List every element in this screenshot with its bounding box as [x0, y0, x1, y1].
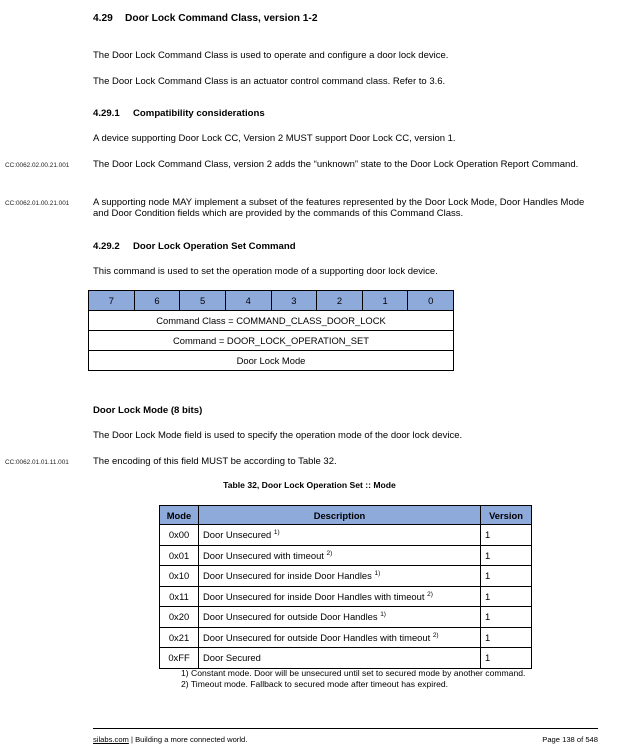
table-caption: Table 32, Door Lock Operation Set :: Mode	[223, 480, 396, 490]
footnote-ref: 2)	[427, 590, 433, 598]
description-cell	[199, 586, 481, 607]
description-text: Door Unsecured	[203, 529, 272, 541]
mode-cell: 0x10	[160, 566, 199, 587]
compat-paragraph-3: A supporting node MAY implement a subset of the features represented by the Door Lock Mode, Door Handles Mode and Door Condition fields which are provided by the commands of this Command Class.	[93, 197, 585, 220]
mode-field-paragraph-2: The encoding of this field MUST be according to Table 32.	[93, 456, 337, 467]
bit-cell: 7	[89, 291, 135, 311]
version-cell: 1	[481, 586, 532, 607]
description-cell	[199, 545, 481, 566]
description-cell	[199, 525, 481, 546]
compat-paragraph-1: A device supporting Door Lock CC, Version 2 MUST support Door Lock CC, version 1.	[93, 133, 456, 144]
bit-cell: 4	[225, 291, 271, 311]
requirement-tag: CC:0062.01.00.21.001	[5, 200, 70, 207]
mode-field-paragraph-1: The Door Lock Mode field is used to specify the operation mode of the door lock device.	[93, 430, 463, 441]
bit-cell: 2	[317, 291, 363, 311]
command-format-table	[88, 290, 454, 371]
section-heading	[93, 13, 317, 24]
description-text: Door Unsecured with timeout	[203, 549, 324, 561]
page-number: Page 138 of 548	[542, 735, 598, 744]
compat-heading	[93, 108, 265, 119]
version-cell: 1	[481, 607, 532, 628]
footnote-ref: 1)	[374, 570, 381, 578]
footer-left	[93, 735, 247, 744]
bit-cell: 6	[134, 291, 180, 311]
table-note: 2) Timeout mode. Fallback to secured mode after timeout has expired.	[181, 678, 449, 689]
description-text: Door Unsecured for inside Door Handles with timeout	[203, 590, 425, 602]
column-header-mode: Mode	[160, 506, 199, 525]
section-title: Door Lock Command Class, version 1-2	[125, 13, 318, 24]
intro-paragraph-2: The Door Lock Command Class is an actuator control command class. Refer to 3.6.	[93, 76, 446, 87]
description-cell	[199, 566, 481, 587]
table-row	[160, 607, 532, 628]
table-row	[160, 545, 532, 566]
description-text: Door Unsecured for outside Door Handles with timeout	[203, 631, 431, 643]
footnote-ref: 2)	[432, 631, 439, 639]
table-row	[160, 525, 532, 546]
table-row	[160, 648, 532, 669]
opset-heading	[93, 241, 296, 252]
version-cell: 1	[481, 627, 532, 648]
mode-cell: 0x01	[160, 545, 199, 566]
requirement-tag: CC:0062.02.00.21.001	[5, 162, 70, 169]
description-text: Door Unsecured for inside Door Handles	[203, 570, 372, 582]
bit-cell: 3	[271, 291, 317, 311]
mode-field-heading: Door Lock Mode (8 bits)	[93, 405, 203, 416]
mode-cell: 0x21	[160, 627, 199, 648]
bit-cell: 0	[408, 291, 454, 311]
compat-title: Compatibility considerations	[133, 108, 265, 119]
format-row	[89, 311, 454, 331]
description-text: Door Unsecured for outside Door Handles	[203, 611, 378, 623]
footer-divider	[93, 728, 598, 729]
table-note: 1) Constant mode. Door will be unsecured until set to secured mode by another command.	[181, 668, 526, 678]
format-row-cell: Command Class = COMMAND_CLASS_DOOR_LOCK	[89, 311, 454, 331]
version-cell: 1	[481, 648, 532, 669]
description-cell	[199, 607, 481, 628]
table-row	[160, 627, 532, 648]
footer-tagline: | Building a more connected world.	[128, 735, 248, 744]
bit-cell: 5	[180, 291, 226, 311]
description-cell	[199, 627, 481, 648]
mode-table-header-row	[160, 506, 532, 525]
requirement-tag: CC:0062.01.01.11.001	[5, 459, 69, 466]
description-text: Door Secured	[203, 652, 261, 664]
mode-cell: 0x00	[160, 525, 199, 546]
version-cell: 1	[481, 566, 532, 587]
version-cell: 1	[481, 545, 532, 566]
format-row	[89, 351, 454, 371]
opset-number: 4.29.2	[93, 241, 120, 252]
intro-paragraph-1: The Door Lock Command Class is used to operate and configure a door lock device.	[93, 50, 449, 61]
column-header-version: Version	[481, 506, 532, 525]
table-row	[160, 566, 532, 587]
table-row	[160, 586, 532, 607]
format-row	[89, 331, 454, 351]
opset-paragraph: This command is used to set the operation mode of a supporting door lock device.	[93, 266, 438, 277]
version-cell: 1	[481, 525, 532, 546]
section-number: 4.29	[93, 13, 113, 24]
column-header-description: Description	[199, 506, 481, 525]
format-row-cell: Command = DOOR_LOCK_OPERATION_SET	[89, 331, 454, 351]
format-row-cell: Door Lock Mode	[89, 351, 454, 371]
mode-cell: 0x11	[160, 586, 199, 607]
mode-cell: 0xFF	[160, 648, 199, 669]
footnote-ref: 1)	[273, 529, 280, 537]
footer-link[interactable]: silabs.com	[93, 735, 129, 744]
mode-table	[159, 505, 532, 669]
footnote-ref: 1)	[380, 611, 386, 619]
footnote-ref: 2)	[326, 549, 333, 557]
description-cell	[199, 648, 481, 669]
opset-title: Door Lock Operation Set Command	[133, 241, 296, 252]
mode-cell: 0x20	[160, 607, 199, 628]
table-notes	[181, 668, 525, 689]
compat-number: 4.29.1	[93, 108, 120, 119]
bit-cell: 1	[362, 291, 408, 311]
bit-header-row	[89, 291, 454, 311]
compat-paragraph-2: The Door Lock Command Class, version 2 adds the “unknown” state to the Door Lock Operation Report Command.	[93, 159, 579, 170]
